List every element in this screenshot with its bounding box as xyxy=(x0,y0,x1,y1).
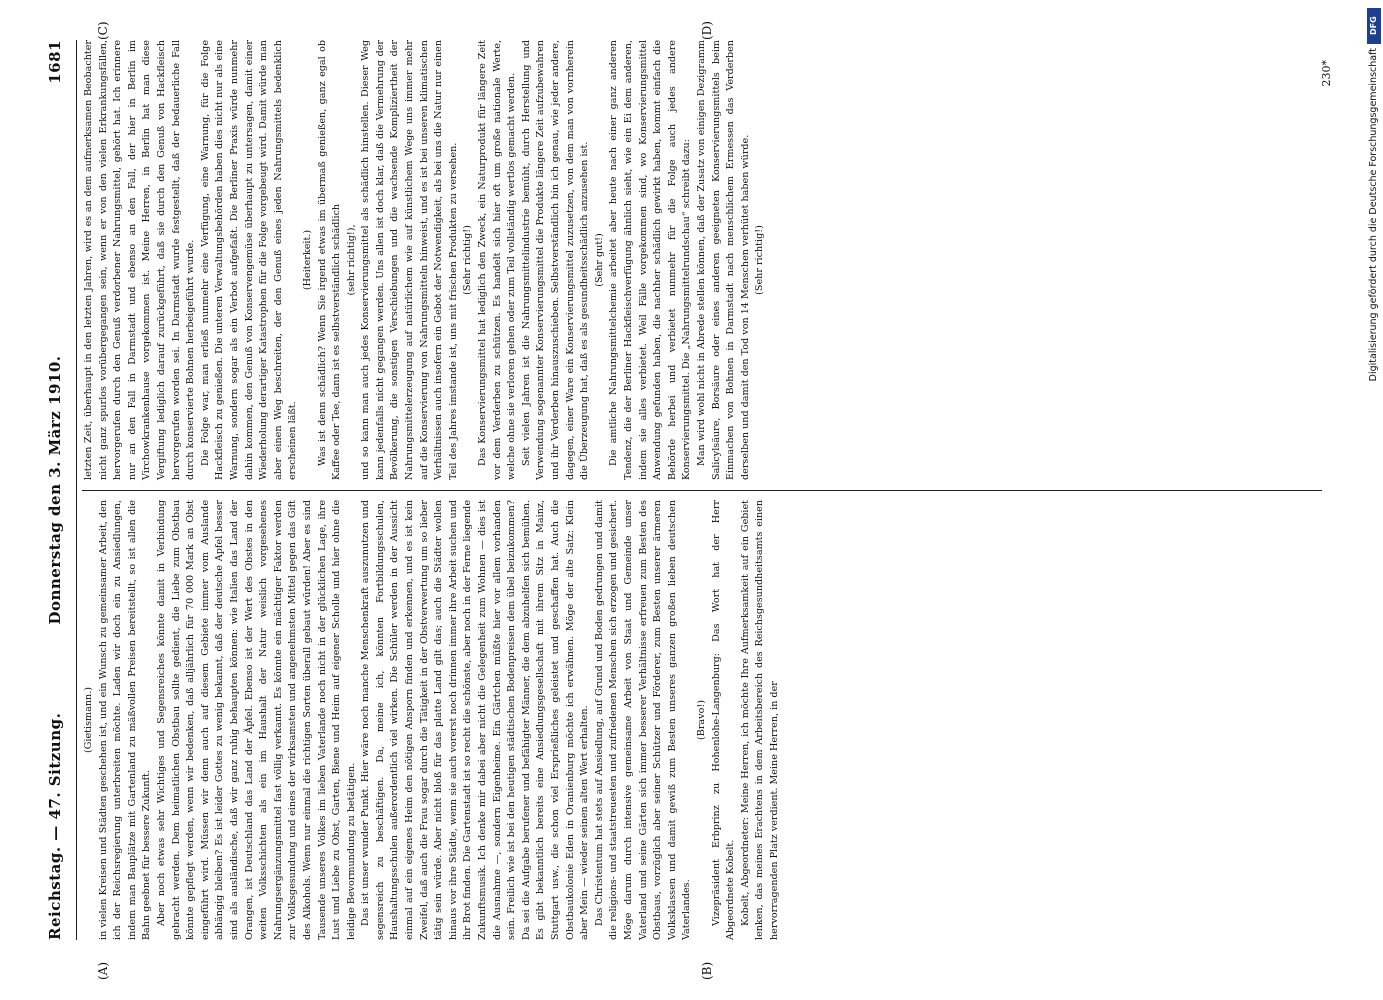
left-column-paragraph: (Bravo!) xyxy=(695,700,707,740)
left-column-paragraph: Vizepräsident Erbprinz zu Hohenlohe-Langenburg: Das Wort hat der Herr Abgeordnete Kobelt. xyxy=(710,500,737,940)
dfg-credit-text: Digitalisierung gefördert durch die Deutsche Forschungsgemeinschaft xyxy=(1368,48,1379,382)
right-column-paragraph: letzten Zeit, überhaupt in den letzten Jahren, wird es an dem aufmerksamen Beobachter nicht ganz spurlos vorübergegangen sein, wenn er von den vielen Erkrankungsfällen, hervorgerufen durch den Genuß verdorbener Nahrungsmittel, gehört hat. Ich erinnere nur an den Fall in Darmstadt und ebenso an den Fall, der hier in Berlin im Virchowkrankenhause vorgekommen ist. Meine Herren, in Berlin hat man diese Vergiftung lediglich darauf zurückgeführt, daß sie durch den Genuß von Hackfleisch hervorgerufen worden sei. In Darmstadt wurde festgestellt, daß der bedauerliche Fall durch konservierte Bohnen herbeigeführt wurde. xyxy=(83,40,197,480)
dfg-sidebar xyxy=(1366,0,1383,1000)
right-column-paragraph: (Sehr richtig!) xyxy=(754,225,766,295)
margin-marker-b: (B) xyxy=(700,961,714,980)
left-column-paragraph: Kobelt, Abgeordneter: Meine Herren, ich möchte Ihre Aufmerksamkeit auf ein Gebiet lenken, das meines Erachtens in dem Arbeitsbereich des Reichsgesundheitsamts einen hervorragenden Platz verdient. Meine Herren, in der xyxy=(739,500,780,940)
header-left: Reichstag. — 47. Sitzung. xyxy=(46,712,64,940)
dfg-logo: DFG xyxy=(1367,8,1381,44)
header-rule xyxy=(76,40,77,940)
page-header xyxy=(46,40,70,940)
right-column-paragraph: Das Konservierungsmittel hat lediglich den Zweck, ein Naturprodukt für längere Zeit vor dem Verderben zu schützen. Es handelt sich hier oft um große nationale Werte, welche ohne sie verloren gehen oder zum Teil vollständig wertlos gemacht werden. xyxy=(477,40,518,480)
right-column-paragraph: (sehr richtig!), xyxy=(345,224,357,296)
column-divider xyxy=(82,490,1322,491)
page-number: 1681 xyxy=(46,40,64,84)
margin-marker-a: (A) xyxy=(96,961,110,980)
right-column-paragraph: Was ist denn schädlich? Wenn Sie irgend etwas im übermaß genießen, ganz egal ob Kaffee oder Tee, dann ist es selbstverständlich schädlich xyxy=(316,40,343,480)
right-column-paragraph: (Sehr gut!) xyxy=(593,233,605,287)
right-column-paragraph: Seit vielen Jahren ist die Nahrungsmittelindustrie bemüht, durch Herstellung und Verwendung sogenannter Konservierungsmittel die Produkte längere Zeit aufzubewahren und ihr Verderben hinauszuschieben. Selbstverständlich bin ich genau, wie jeder andere, dagegen, einer Ware ein Konservierungsmittel zuzusetzen, von dem man von vornherein die Überzeugung hat, daß es als gesundheitsschädlich anzusehen ist. xyxy=(520,40,591,480)
right-column-paragraph: Die amtliche Nahrungsmittelchemie arbeitet aber heute nach einer ganz anderen Tendenz, die der Berliner Hackfleischverfügung ähnlich sieht, wie ein Ei dem anderen, indem sie alles verbietet. Weil Fälle vorgekommen sind, wo Konservierungsmittel Anwendung gefunden haben, die nachher schädlich gewirkt haben, kommt einfach die Behörde herbei und verbietet nunmehr für die Folge auch jedes andere Konservierungsmittel. Die „Nahrungsmittelrundschau“ schreibt dazu: xyxy=(608,40,693,480)
left-column-paragraph: in vielen Kreisen und Städten geschehen ist, und ein Wunsch zu gemeinsamer Arbeit, den ich der Reichsregierung unterbreiten möchte. Laden wir doch ein zu Ansiedlungen, indem man Bauplätze mit Gartenland zu mäßvollen Preisen bereitstellt, so ist allen die Bahn geebnet für bessere Zukunft. xyxy=(97,500,153,940)
left-column-paragraph: Das Christentum hat stets auf Ansiedlung, auf Grund und Boden gedrungen und damit die religions- und staatstreuesten und zufriedenen Menschen sich erzogen und gesichert. Möge darum durch intensive gemeinsame Arbeit von Staat und Gemeinde unser Vaterland und seine Gärten sich immer besserer Verhältnisse erfreuen zum Besten des Obstbaus, vorzüglich aber seiner Schützer und Förderer, zum Besten unserer ärmeren Volksklassen und damit gewiß zum Besten unseres ganzen großen lieben deutschen Vaterlandes. xyxy=(593,500,693,940)
right-column-paragraph: Die Folge war, man erließ nunmehr eine Verfügung, eine Warnung, für die Folge Hackfleisch zu genießen. Die unteren Verwaltungsbehörden haben dies nicht nur als eine Warnung, sondern sogar als ein Verbot aufgefaßt. Die Berliner Praxis würde nunmehr dahin kommen, den Genuß von Konservengemüse überhaupt zu untersagen, damit einer Wiederholung derartiger Katastrophen für die Folge vorgebeugt wird. Damit würde man aber einen Weg beschreiten, der den Genuß eines jeden Nahrungsmittels bedenklich erscheinen läßt. xyxy=(199,40,299,480)
right-column xyxy=(82,40,768,480)
margin-marker-d: (D) xyxy=(700,21,714,40)
signature-number: 230* xyxy=(1320,60,1333,87)
header-date: Donnerstag den 3. März 1910. xyxy=(46,355,64,625)
margin-marker-c: (C) xyxy=(96,21,110,40)
left-column-paragraph: Das ist unser wunder Punkt. Hier wäre noch manche Menschenkraft auszunutzen und segensreich zu beschäftigen. Da, meine ich, könnten Fortbildungsschulen, Haushaltungsschulen außerordentlich viel wirken. Die Schüler werden in der Aussicht einmal auf ein eigenes Heim den nötigen Ansporn finden und erkennen, und es ist kein Zweifel, daß auch die Frau sogar durch die Tätigkeit in der Obstverwertung um so lieber tätig sein würde. Aber nicht bloß für das platte Land gilt das; auch die Städter wollen hinaus vor ihre Städte, wenn sie auch vorerst noch drinnen immer ihre Arbeit suchen und ihr Brot finden. Die Gartenstadt ist so recht die schönste, aber noch in der Ferne liegende Zukunftsmusik. Ich denke mir dabei aber nicht die Gelegenheit zum Wohnen — dies ist die Ausnahme —, sondern Eigenheime. Ein Gärtchen müßte hier vor allem vorhanden sein. Freilich wie ist bei den heutigen städtischen Bodenpreisen dem übel beizukommen? Da sei die Aufgabe berufener und befähigter Männer, die dem abzuhelfen sich bemühen. Es gibt bekanntlich bereits eine Ansiedlungsgesellschaft mit ihrem Sitz in Mainz, Stuttgart usw., die schon viel Ersprießliches geleistet und geschaffen hat. Auch die Obstbaukolonie Eden in Oranienburg möchte ich erwähnen. Möge der alte Satz: Klein aber Mein — wieder seinen alten Wert erhalten. xyxy=(360,500,591,940)
left-column-paragraph: Aber noch etwas sehr Wichtiges und Segensreiches könnte damit in Verbindung gebracht werden. Dem heimatlichen Obstbau sollte gedient, die Liebe zum Obstbau könnte gepflegt werden, wenn wir bedenken, daß alljährlich für 70 000 Mark an Obst eingeführt wird. Müssen wir denn auch auf diesem Gebiete immer vom Auslande abhängig bleiben? Es ist leider Gottes zu wenig bekannt, daß der deutsche Apfel besser sind als ausländische, daß wir ganz ruhig behaupten können: wie Italien das Land der Orangen, ist Deutschland das Land der Äpfel. Ebenso ist der Wert des Obstes in den weiten Volksschichten als ein im Haushalt der Natur weislich vorgesehenes Nahrungsergänzungsmittel fast völlig verkannt. Es könnte ein mächtiger Faktor werden zur Volksgesundung und eines der wirksamsten und angenehmsten Mittel gegen das Gift des Alkohols. Wenn nur einmal die richtigen Sorten überall gebaut würden! Aber es sind Tausende unseres Volkes im lieben Vaterlande noch nicht in der glücklichen Lage, ihre Lust und Liebe zu Obst, Garten, Biene und Heim auf eigener Scholle und hier ohne die leidige Bevormundung zu betätigen. xyxy=(155,500,357,940)
right-column-paragraph: Man wird wohl nicht in Abrede stellen können, daß der Zusatz von einigen Dezigramm Salicylsäure, Borsäure oder eines anderen geeigneten Konservierungsmittels beim Einmachen von Bohnen in Darmstadt nach menschlichem Ermessen das Verderben derselben und damit den Tod von 14 Menschen verhütet haben würde. xyxy=(695,40,751,480)
left-column xyxy=(82,500,783,940)
right-column-paragraph: und so kann man auch jedes Konservierungsmittel als schädlich hinstellen. Dieser Weg kann jedenfalls nicht gegangen werden. Uns allen ist doch klar, daß die Vermehrung der Bevölkerung, die sonstigen Verschiebungen und die wachsende Kompliziertheit der Nahrungsmittelerzeugung auf natürlichem wie auf künstlichem Wege uns immer mehr auf die Konservierung von Nahrungsmitteln hinweist, und es ist bei unseren klimatischen Verhältnissen auch insofern ein Gebot der Notwendigkeit, als bei uns die Natur nur einen Teil des Jahres imstande ist, uns mit frischen Produkten zu versehen. xyxy=(360,40,459,480)
right-column-paragraph: (Heiterkeit.) xyxy=(301,229,313,291)
right-column-paragraph: (Sehr richtig!) xyxy=(462,225,474,295)
left-column-paragraph: (Gietismann.) xyxy=(83,687,94,753)
